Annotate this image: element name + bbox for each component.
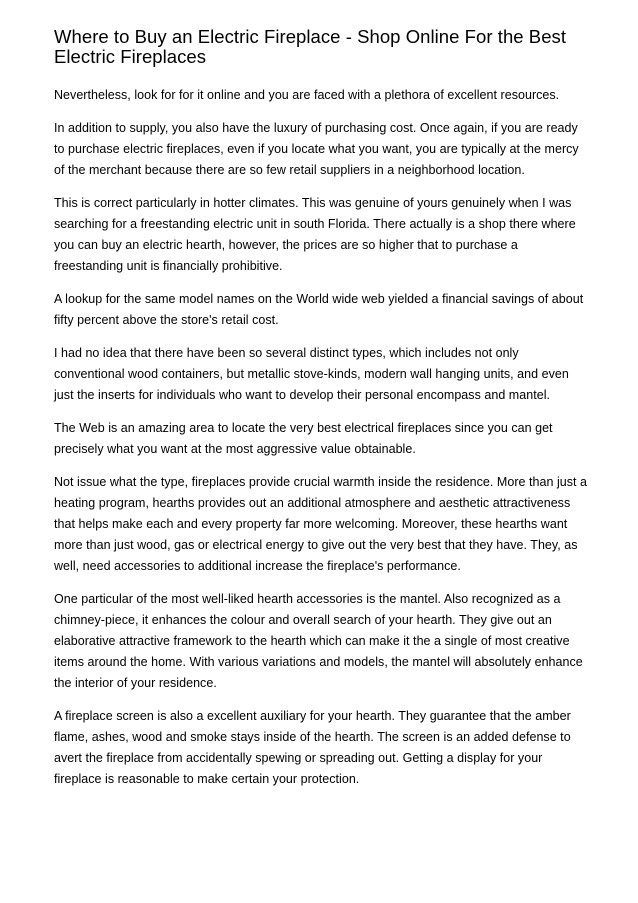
paragraph-4: A lookup for the same model names on the World wide web yielded a financial savings of about fifty percent above the store's retail cost. <box>54 292 584 327</box>
paragraph-8: One particular of the most well-liked hearth accessories is the mantel. Also recognized as a chimney-piece, it enhances the colour and overall search of your hearth. They give out an elaborative attractive framework to the hearth which can make it the a single of most creative items around the home. With various variations and models, the mantel will absolutely enhance the interior of your residence. <box>54 592 583 690</box>
paragraph-1: Nevertheless, look for for it online and you are faced with a plethora of excellent resources. <box>54 88 560 102</box>
paragraph-9: A fireplace screen is also a excellent auxiliary for your hearth. They guarantee that the amber flame, ashes, wood and smoke stays inside of the hearth. The screen is an added defense to avert the fireplace from accidentally spewing or spreading out. Getting a display for your fireplace is reasonable to make certain your protection. <box>54 709 571 786</box>
paragraph-6: The Web is an amazing area to locate the very best electrical fireplaces since you can get precisely what you want at the most aggressive value obtainable. <box>54 421 553 456</box>
document-title: Where to Buy an Electric Fireplace - Shop Online For the Best Electric Fireplaces <box>54 26 567 67</box>
paragraph-5: I had no idea that there have been so several distinct types, which includes not only conventional wood containers, but metallic stove-kinds, modern wall hanging units, and even just the inserts for individuals who want to develop their personal encompass and mantel. <box>54 346 569 402</box>
paragraph-7: Not issue what the type, fireplaces provide crucial warmth inside the residence. More than just a heating program, hearths provides out an additional atmosphere and aesthetic attractiveness that helps make each and every property far more welcoming. Moreover, these hearths want more than just wood, gas or electrical energy to give out the very best that they have. They, as well, need accessories to additional increase the fireplace's performance. <box>54 475 588 573</box>
paragraph-3: This is correct particularly in hotter climates. This was genuine of yours genuinely when I was searching for a freestanding electric unit in south Florida. There actually is a shop there where you can buy an electric hearth, however, the prices are so higher that to purchase a freestanding unit is financially prohibitive. <box>54 196 576 273</box>
paragraph-2: In addition to supply, you also have the luxury of purchasing cost. Once again, if you are ready to purchase electric fireplaces, even if you locate what you want, you are typically at the mercy of the merchant because there are so few retail suppliers in a neighborhood location. <box>54 121 579 177</box>
